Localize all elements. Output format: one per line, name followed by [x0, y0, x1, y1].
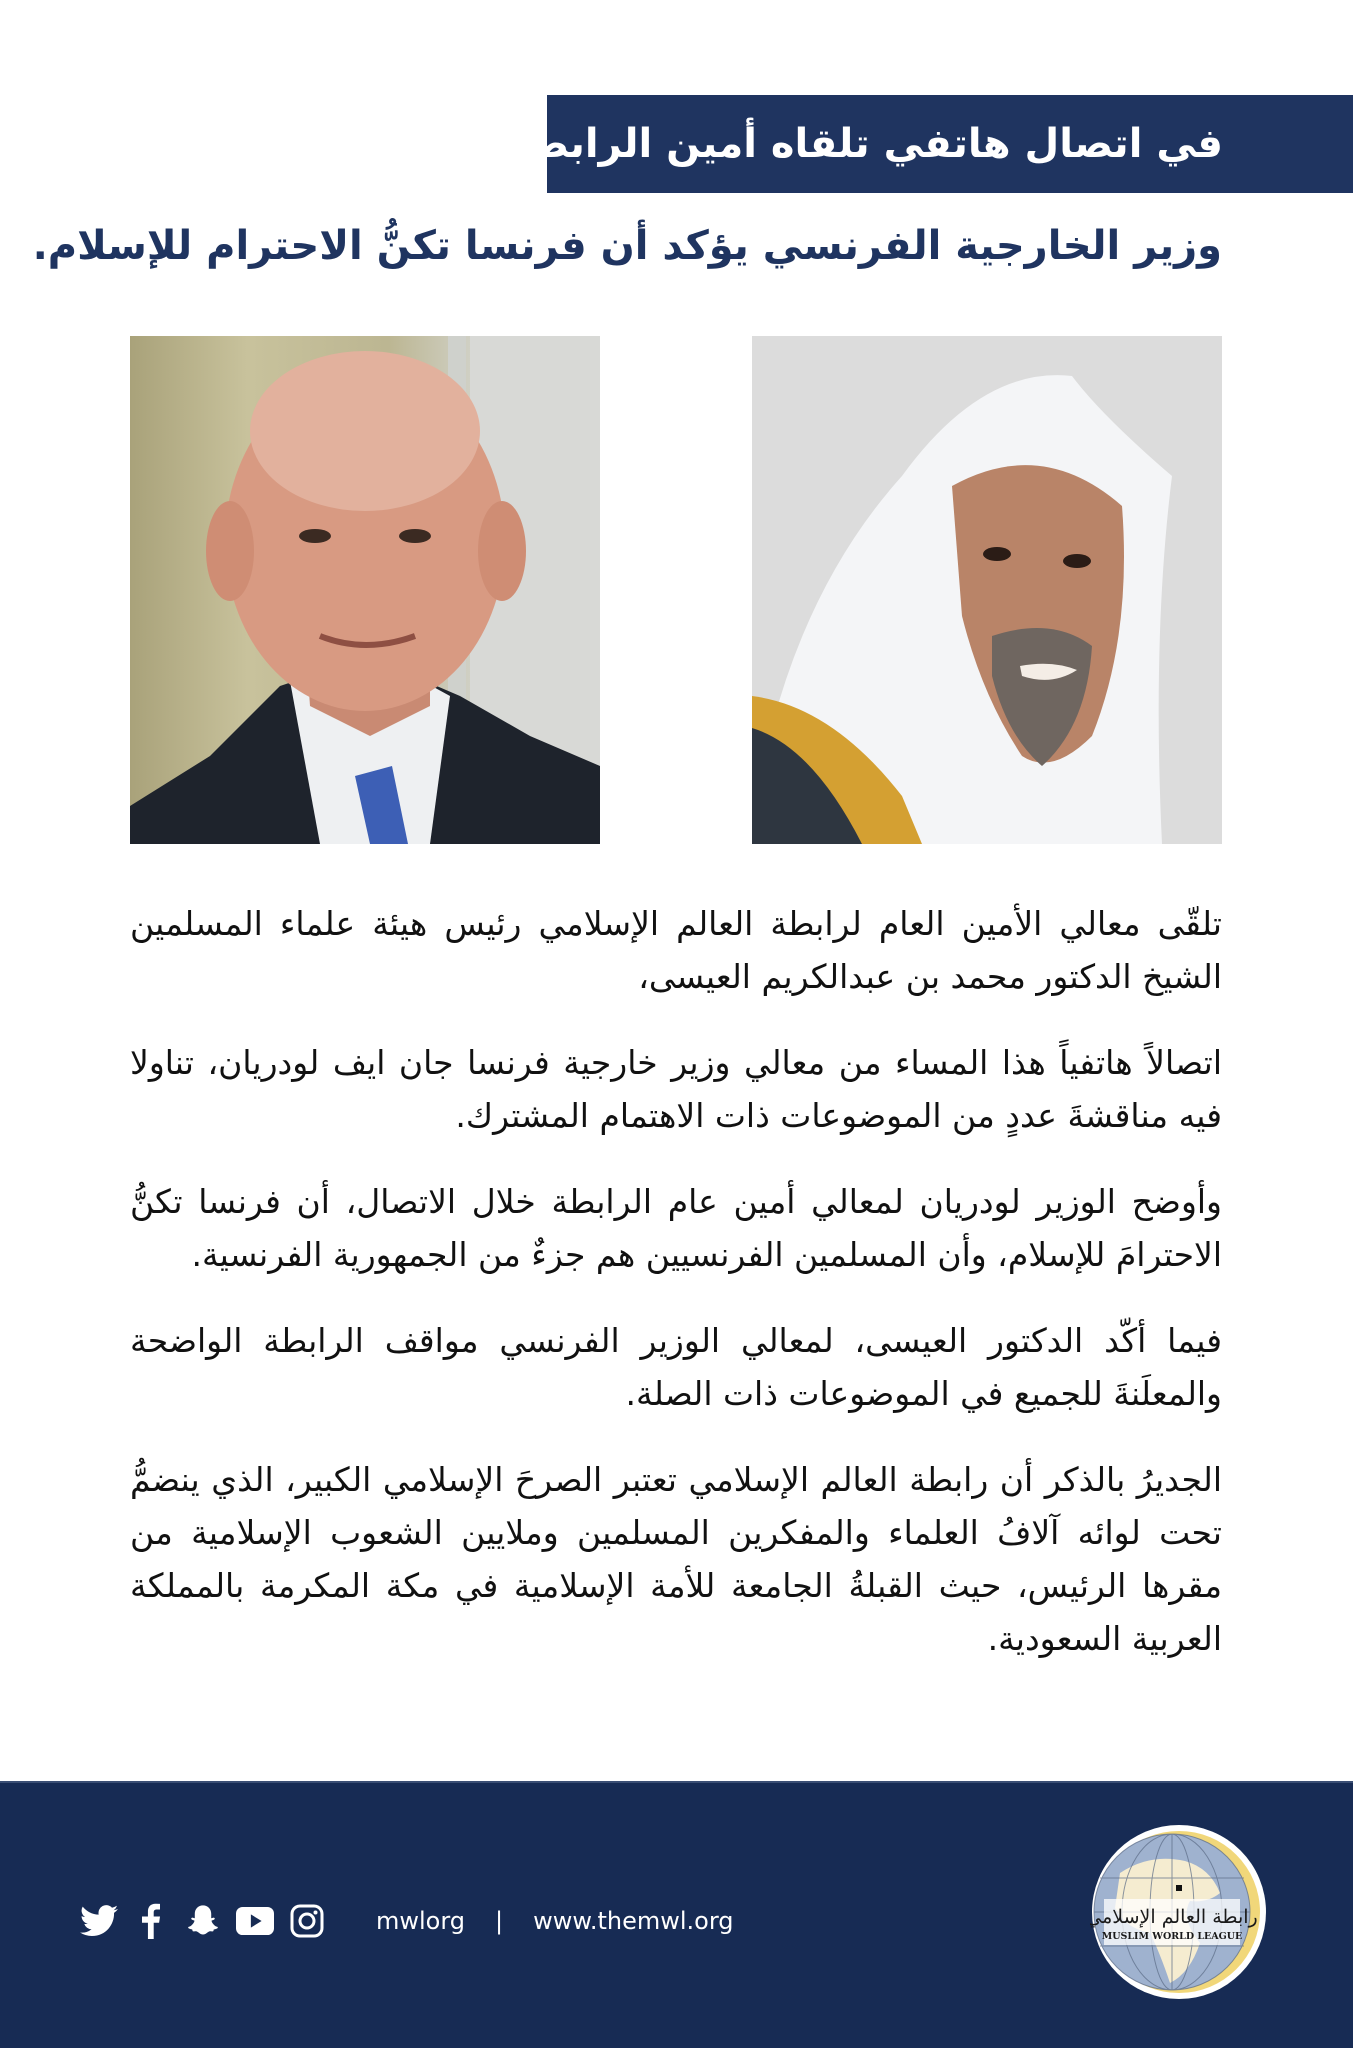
photo-french-foreign-minister	[130, 336, 600, 844]
headline-title: وزير الخارجية الفرنسي يؤكد أن فرنسا تكنُّ الاحترام للإسلام.	[32, 223, 1222, 269]
footer-separator: |	[495, 1907, 504, 1935]
footer	[0, 1781, 1353, 2048]
globe-crescent-emblem	[1090, 1823, 1268, 2001]
social-handle[interactable]: mwlorg	[376, 1907, 466, 1935]
portrait-illustration	[752, 336, 1222, 844]
facebook-icon[interactable]	[132, 1903, 170, 1939]
logo-arabic-name: رابطة العالم الإسلامي	[1090, 1906, 1258, 1928]
article-paragraph: اتصالاً هاتفياً هذا المساء من معالي وزير خارجية فرنسا جان ايف لودريان، تناولا فيه مناقشةَ عددٍ من الموضوعات ذات الاهتمام المشترك.	[130, 1043, 1222, 1135]
logo-english-name: MUSLIM WORLD LEAGUE	[1101, 1931, 1243, 1942]
youtube-icon[interactable]	[236, 1903, 274, 1939]
social-links	[80, 1901, 734, 1941]
twitter-icon[interactable]	[80, 1903, 118, 1939]
website-link[interactable]: www.themwl.org	[533, 1907, 734, 1935]
article-paragraph: فيما أكّد الدكتور العيسى، لمعالي الوزير الفرنسي مواقف الرابطة الواضحة والمعلَنةَ للجميع في الموضوعات ذات الصلة.	[130, 1321, 1222, 1413]
portrait-illustration	[130, 336, 600, 844]
article-paragraph: تلقّى معالي الأمين العام لرابطة العالم الإسلامي رئيس هيئة علماء المسلمين الشيخ الدكتور محمد بن عبدالكريم العيسى،	[130, 904, 1222, 996]
headline-kicker-band	[490, 95, 1353, 193]
snapchat-icon[interactable]	[184, 1903, 222, 1939]
article-paragraph: وأوضح الوزير لودريان لمعالي أمين عام الرابطة خلال الاتصال، أن فرنسا تكنُّ الاحترامَ للإسلام، وأن المسلمين الفرنسيين هم جزءٌ من الجمهورية الفرنسية.	[130, 1182, 1222, 1274]
headline-kicker: في اتصال هاتفي تلقاه أمين الرابطة:	[490, 121, 1223, 167]
article-body	[130, 897, 1222, 1698]
instagram-icon[interactable]	[288, 1903, 326, 1939]
muslim-world-league-logo	[1090, 1823, 1268, 2001]
article-paragraph: الجديرُ بالذكر أن رابطة العالم الإسلامي تعتبر الصرحَ الإسلامي الكبير، الذي ينضمُّ تحت لوائه آلافُ العلماء والمفكرين المسلمين وملايين الشعوب الإسلامية من مقرها الرئيس، حيث القبلةُ الجامعة للأمة الإسلامية في مكة المكرمة بالمملكة العربية السعودية.	[130, 1460, 1222, 1658]
photo-mwl-secretary-general	[752, 336, 1222, 844]
